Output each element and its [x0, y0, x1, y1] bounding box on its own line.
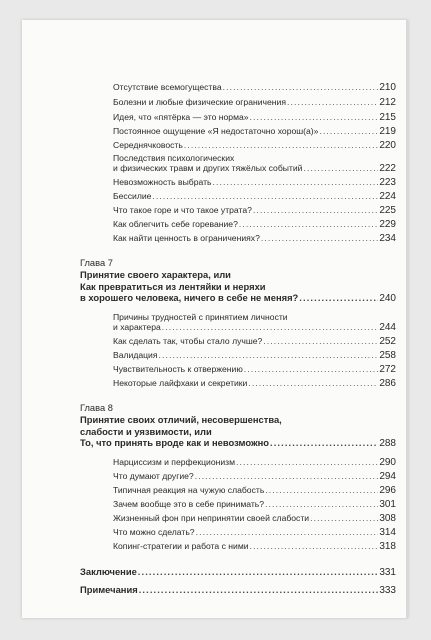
- toc-entry-page: 296: [379, 485, 396, 496]
- toc-entry-title: Середнячковость: [113, 140, 183, 150]
- chapter-title-line: в хорошего человека, ничего в себе не меняя?: [80, 292, 299, 303]
- chapter-label: Глава 8: [80, 403, 113, 413]
- dot-leader: [299, 293, 378, 303]
- toc-entry: [113, 82, 396, 93]
- toc-entry-page: 286: [379, 378, 396, 389]
- toc-entry-page: 252: [379, 336, 396, 347]
- toc-entry-page: 229: [379, 219, 396, 230]
- dot-leader: [253, 205, 378, 215]
- toc-entry: [113, 177, 396, 188]
- toc-entry: [113, 471, 396, 482]
- toc-entry-page: 294: [379, 471, 396, 482]
- toc-entry: [113, 140, 396, 151]
- toc-entry: [113, 527, 396, 538]
- toc-entry-title: Последствия психологических: [113, 153, 235, 163]
- dot-leader: [236, 457, 378, 467]
- dot-leader: [287, 97, 378, 107]
- toc-entry-title: Отсутствие всемогущества: [113, 82, 222, 92]
- chapter-page: 240: [379, 293, 396, 304]
- toc-entry-page: 219: [379, 126, 396, 137]
- dot-leader: [162, 322, 379, 332]
- toc-entry-page: 215: [379, 112, 396, 123]
- toc-entry: [113, 112, 396, 123]
- toc-entry: [113, 191, 396, 202]
- dot-leader: [239, 219, 378, 229]
- dot-leader: [250, 541, 379, 551]
- toc-entry-title: Валидация: [113, 350, 158, 360]
- toc-entry: [113, 350, 396, 361]
- toc-entry-page: 314: [379, 527, 396, 538]
- toc-entry-title: Что думают другие?: [113, 471, 194, 481]
- toc-entry-title: Как облегчить себе горевание?: [113, 219, 238, 229]
- toc-entry-title: Чувствительность к отвержению: [113, 364, 243, 374]
- toc-entry-page: 223: [379, 177, 396, 188]
- toc-entry-title: Бессилие: [113, 191, 152, 201]
- dot-leader: [159, 350, 379, 360]
- toc-entry-page: 210: [379, 82, 396, 93]
- toc-entry-page: 258: [379, 350, 396, 361]
- dot-leader: [152, 191, 378, 201]
- toc-entry-title: Нарциссизм и перфекционизм: [113, 457, 236, 467]
- toc-entry-title: и характера: [113, 322, 161, 332]
- dot-leader: [263, 336, 378, 346]
- chapter-title-line: То, что принять вроде как и невозможно: [80, 437, 269, 448]
- toc-entry-notes: [80, 585, 396, 596]
- toc-entry-title: Заключение: [80, 566, 137, 577]
- dot-leader: [213, 177, 379, 187]
- toc-entry: [113, 378, 396, 389]
- toc-entry-title: Идея, что «пятёрка — это норма»: [113, 112, 249, 122]
- toc-entry: [113, 233, 396, 244]
- toc-entry: [113, 163, 396, 174]
- toc-entry-page: 222: [379, 163, 396, 174]
- toc-entry-title: Что можно сделать?: [113, 527, 195, 537]
- toc-entry-title: Примечания: [80, 584, 138, 595]
- dot-leader: [223, 82, 379, 92]
- toc-entry-title: Некоторые лайфхаки и секретики: [113, 378, 248, 388]
- toc-entry-title: Как найти ценность в ограничениях?: [113, 233, 260, 243]
- dot-leader: [138, 567, 379, 577]
- dot-leader: [195, 471, 379, 481]
- toc-entry: [113, 513, 396, 524]
- toc-entry: [113, 205, 396, 216]
- toc-entry-title: Копинг-стратегии и работа с ними: [113, 541, 249, 551]
- toc-entry: [113, 485, 396, 496]
- toc-entry-title: и физических травм и других тяжёлых событий: [113, 163, 303, 173]
- toc-entry-page: 224: [379, 191, 396, 202]
- toc-entry: [113, 219, 396, 230]
- chapter-label: Глава 7: [80, 258, 113, 268]
- toc-entry-conclusion: [80, 567, 396, 578]
- dot-leader: [319, 126, 378, 136]
- toc-entry: [113, 126, 396, 137]
- toc-entry-page: 225: [379, 205, 396, 216]
- toc-entry-page: 308: [379, 513, 396, 524]
- dot-leader: [248, 378, 378, 388]
- chapter-title-line: Как превратиться из лентяйки и неряхи: [80, 281, 266, 292]
- toc-entry-page: 220: [379, 140, 396, 151]
- dot-leader: [139, 585, 379, 595]
- table-of-contents: [22, 20, 406, 618]
- book-page: [22, 20, 408, 618]
- dot-leader: [184, 140, 378, 150]
- dot-leader: [250, 112, 379, 122]
- dot-leader: [310, 513, 378, 523]
- toc-entry-page: 290: [379, 457, 396, 468]
- dot-leader: [270, 438, 378, 448]
- chapter-title-line: слабости и уязвимости, или: [80, 426, 212, 437]
- dot-leader: [303, 163, 378, 173]
- dot-leader: [196, 527, 379, 537]
- toc-entry-title: Болезни и любые физические ограничения: [113, 97, 286, 107]
- toc-entry-title: Зачем вообще это в себе принимать?: [113, 499, 265, 509]
- chapter-entry: [80, 293, 396, 304]
- dot-leader: [265, 485, 378, 495]
- toc-entry-page: 318: [379, 541, 396, 552]
- toc-entry-page: 234: [379, 233, 396, 244]
- toc-entry: [113, 541, 396, 552]
- dot-leader: [244, 364, 379, 374]
- chapter-title-line: Принятие своего характера, или: [80, 269, 231, 280]
- dot-leader: [265, 499, 378, 509]
- toc-entry-title: Жизненный фон при непринятии своей слабости: [113, 513, 310, 523]
- toc-entry-page: 272: [379, 364, 396, 375]
- toc-entry-title: Причины трудностей с принятием личности: [113, 312, 288, 322]
- toc-entry-title: Постоянное ощущение «Я недостаточно хорош(а)»: [113, 126, 319, 136]
- chapter-page: 288: [379, 438, 396, 449]
- toc-entry-page: 244: [379, 322, 396, 333]
- toc-entry-title: Что такое горе и что такое утрата?: [113, 205, 252, 215]
- chapter-title-line: Принятие своих отличий, несовершенства,: [80, 414, 282, 425]
- toc-entry: [113, 499, 396, 510]
- toc-entry-page: 333: [379, 585, 396, 596]
- toc-entry-page: 301: [379, 499, 396, 510]
- toc-entry-page: 212: [379, 97, 396, 108]
- toc-entry-title: Невозможность выбрать: [113, 177, 212, 187]
- toc-entry: [113, 457, 396, 468]
- toc-entry: [113, 336, 396, 347]
- toc-entry: [113, 364, 396, 375]
- toc-entry-page: 331: [379, 567, 396, 578]
- toc-entry: [113, 322, 396, 333]
- chapter-entry: [80, 438, 396, 449]
- toc-entry-title: Как сделать так, чтобы стало лучше?: [113, 336, 263, 346]
- toc-entry: [113, 97, 396, 108]
- dot-leader: [261, 233, 378, 243]
- toc-entry-title: Типичная реакция на чужую слабость: [113, 485, 265, 495]
